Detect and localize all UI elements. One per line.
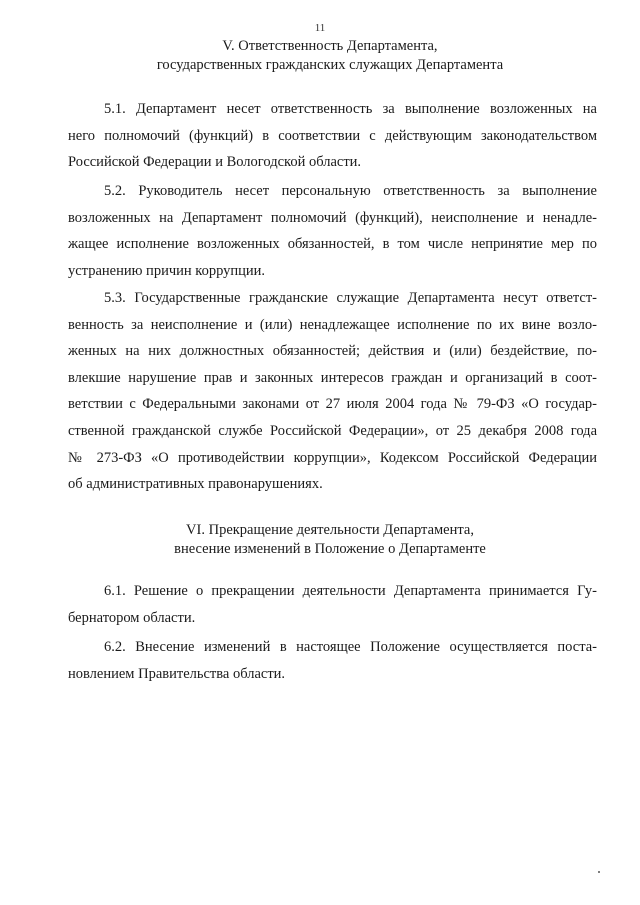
text-line: устранению причин коррупции.	[68, 262, 266, 279]
heading-line: внесение изменений в Положение о Департаменте	[174, 541, 486, 557]
text-line: венность за неисполнение и (или) ненадлежащее исполнение по их вине возло-	[68, 316, 597, 333]
paragraph-6-1	[68, 578, 597, 631]
text-line: 5.1. Департамент несет ответственность за выполнение возложенных на	[104, 101, 597, 117]
paragraph-5-3	[68, 285, 597, 498]
text-line: 5.2. Руководитель несет персональную ответственность за выполнение	[104, 183, 597, 199]
text-line: возложенных на Департамент полномочий (функций), неисполнение и ненадле-	[68, 209, 597, 226]
text-line: бернатором области.	[68, 609, 196, 626]
text-line: об административных правонарушениях.	[68, 476, 323, 493]
text-line: № 273-ФЗ «О противодействии коррупции», Кодексом Российской Федерации	[68, 449, 597, 466]
text-line: 6.1. Решение о прекращении деятельности Департамента принимается Гу-	[104, 583, 597, 599]
paragraph-6-2	[68, 634, 597, 687]
heading-line: VI. Прекращение деятельности Департамента,	[186, 522, 474, 538]
text-line: 5.3. Государственные гражданские служащие Департамента несут ответст-	[104, 290, 597, 306]
section-5-heading	[60, 37, 600, 75]
text-line: жащее исполнение возложенных обязанностей, в том числе непринятие мер по	[68, 236, 597, 253]
text-line: влекшие нарушение прав и законных интересов граждан и организаций в соот-	[68, 369, 597, 386]
text-line: новлением Правительства области.	[68, 665, 286, 682]
text-line: него полномочий (функций) в соответствии с действующим законодательством	[68, 127, 597, 144]
scan-speck	[598, 871, 600, 873]
page-number: 11	[314, 22, 326, 34]
text-line: ственной гражданской службе Российской Федерации», от 25 декабря 2008 года	[68, 422, 597, 439]
text-line: женных на них должностных обязанностей; действия и (или) бездействие, по-	[68, 343, 597, 360]
text-line: ветствии с Федеральными законами от 27 июля 2004 года № 79-ФЗ «О государ-	[68, 396, 597, 413]
paragraph-5-2	[68, 178, 597, 284]
heading-line: V. Ответственность Департамента,	[222, 38, 438, 54]
section-6-heading	[60, 521, 600, 559]
heading-line: государственных гражданских служащих Департамента	[156, 57, 504, 73]
text-line: 6.2. Внесение изменений в настоящее Положение осуществляется поста-	[104, 639, 597, 655]
text-line: Российской Федерации и Вологодской области.	[68, 154, 362, 171]
paragraph-5-1	[68, 96, 597, 176]
